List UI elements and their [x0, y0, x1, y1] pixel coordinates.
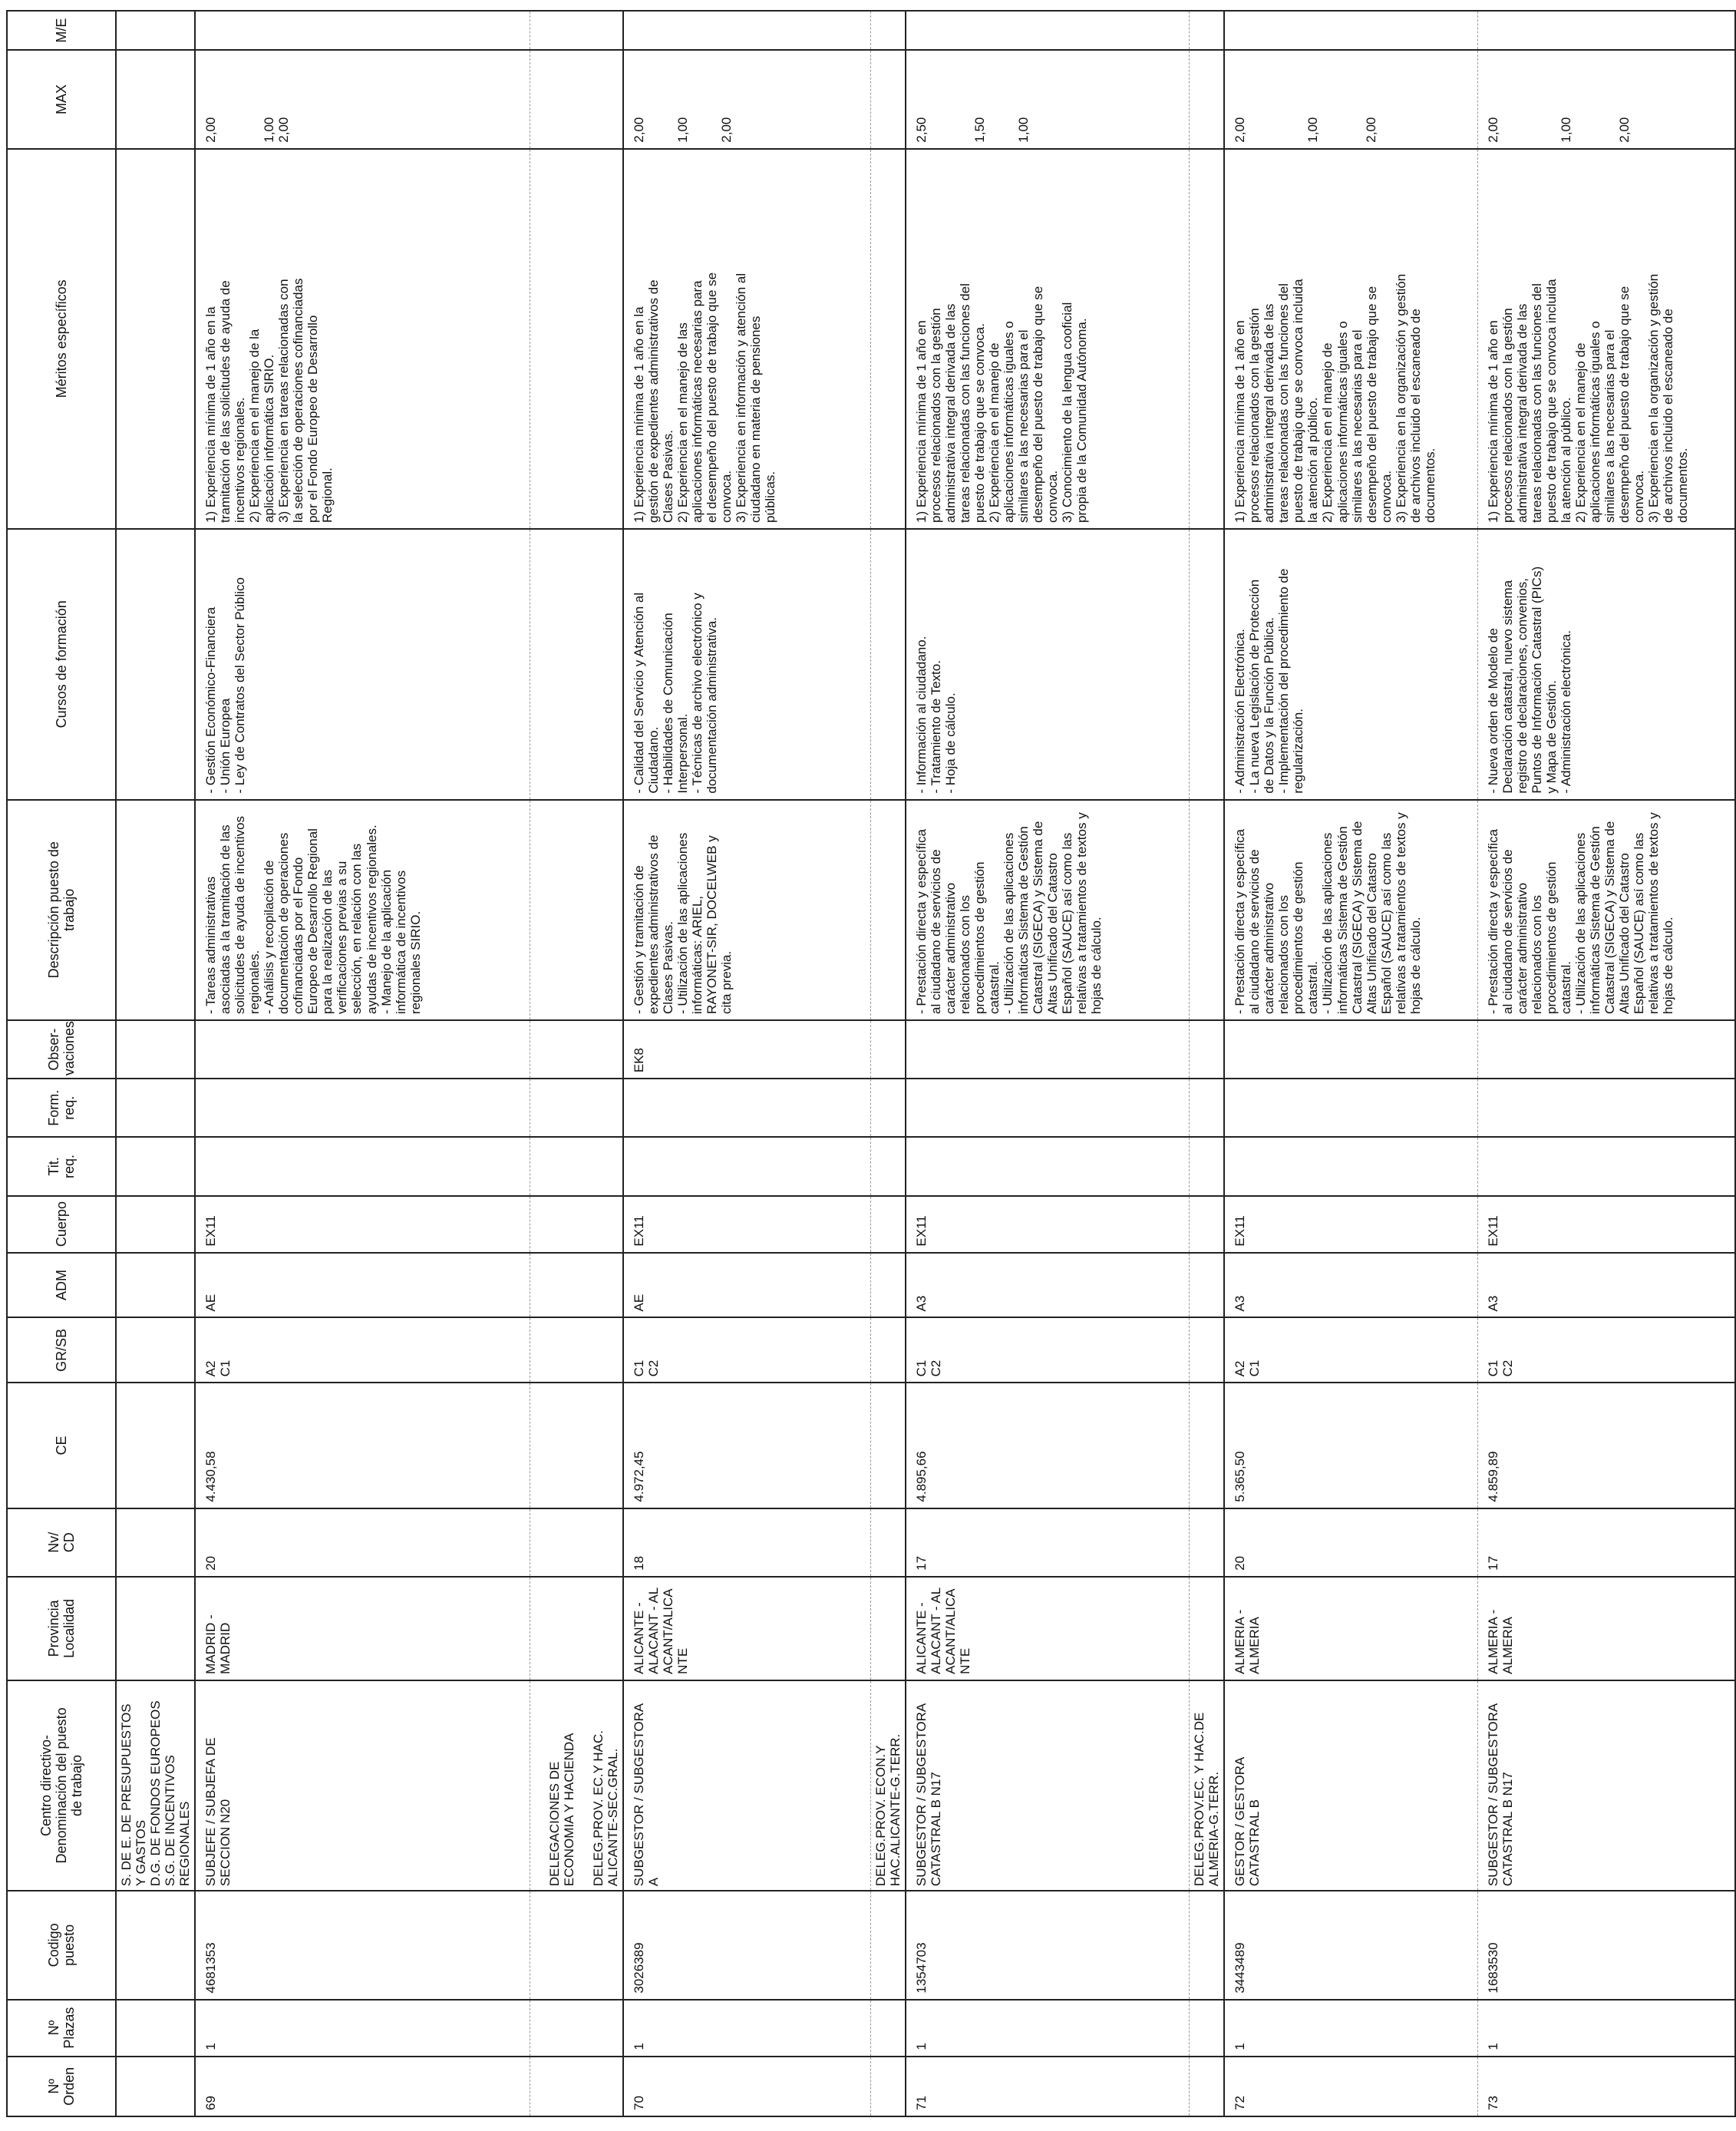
section-cell-max: [530, 50, 623, 148]
section-cell-max: [870, 50, 906, 148]
section-cell-formacion: [116, 1079, 195, 1137]
cell-me: [1477, 11, 1735, 50]
cell-adm: A3: [906, 1253, 1190, 1318]
cell-cursos: - Administración Electrónica. - La nueva Legislación de Protección de Datos y la Función Pública. - Implementación del procedimiento de regularización.: [1224, 529, 1477, 800]
section-cell-codigo: [116, 1891, 195, 2000]
header-meritos: Méritos específicos: [7, 149, 116, 529]
cell-descripcion: - Prestación directa y específica al ciudadano de servicios de carácter administrativo relacionados con los procedimientos de gestión catastral. - Utilización de las aplicaciones informáticas Sistema de Gestión Catastral (SIGECA) y Sistema de Altas Unificado del Catastro Español (SAUCE) así como las relativas a tratamientos de textos y hojas de cálculo.: [906, 800, 1190, 1020]
header-centro: Centro directivo- Denominación del puesto de trabajo: [7, 1680, 116, 1891]
section-cell-observaciones: [116, 1020, 195, 1079]
section-cell-ce: [1190, 1383, 1225, 1508]
section-cell-provincia: [116, 1577, 195, 1680]
section-cell-descripcion: [116, 800, 195, 1020]
section-cell-grupo: [1190, 1317, 1225, 1383]
section-cell-max: [116, 50, 195, 148]
section-cell-grupo: [116, 1317, 195, 1383]
section-cell-adm: [1190, 1253, 1225, 1318]
cell-puesto: SUBGESTOR / SUBGESTORA CATASTRAL B N17: [1477, 1680, 1735, 1891]
cell-cuerpo: EX11: [1224, 1196, 1477, 1253]
header-row: [7, 11, 116, 2116]
cell-titulacion: [195, 1137, 530, 1195]
cell-provincia: ALMERIA - ALMERIA: [1477, 1577, 1735, 1680]
max-value: 2,00: [1233, 117, 1248, 143]
section-centro: DELEG.PROV. ECON.Y HAC.ALICANTE-G.TERR.: [870, 1680, 906, 1891]
section-cell-formacion: [530, 1079, 623, 1137]
section-cell-meritos: [870, 149, 906, 529]
section-cell-descripcion: [1190, 800, 1225, 1020]
section-cell-cuerpo: [1190, 1196, 1225, 1253]
cell-formacion: [906, 1079, 1190, 1137]
cell-observaciones: [195, 1020, 530, 1079]
cell-provincia: ALMERIA - ALMERIA: [1224, 1577, 1477, 1680]
cell-ce: 5.365,50: [1224, 1383, 1477, 1508]
header-formacion: Form. req.: [7, 1079, 116, 1137]
header-cuerpo: Cuerpo: [7, 1196, 116, 1253]
header-descripcion: Descripción puesto de trabajo: [7, 800, 116, 1020]
cell-codigo: 3026389: [623, 1891, 870, 2000]
header-cursos: Cursos de formación: [7, 529, 116, 800]
section-cell-orden: [530, 2057, 623, 2116]
section-row: [530, 11, 623, 2116]
cell-orden: 72: [1224, 2057, 1477, 2116]
cell-cuerpo: EX11: [906, 1196, 1190, 1253]
cell-puesto: GESTOR / GESTORA CATASTRAL B: [1224, 1680, 1477, 1891]
section-cell-cursos: [1190, 529, 1225, 800]
section-cell-provincia: [530, 1577, 623, 1680]
max-value: 1,00: [1558, 117, 1573, 143]
header-plazas: Nº Plazas: [7, 2000, 116, 2057]
table-row: [1224, 11, 1477, 2116]
cell-codigo: 4681353: [195, 1891, 530, 2000]
header-titulacion: Tit. req.: [7, 1137, 116, 1195]
cell-meritos: 1) Experiencia mínima de 1 año en la tramitación de las solicitudes de ayuda de incentivos regionales. 2) Experiencia en el manejo de la aplicación informática SIRIO. 3) Experiencia en tareas relacionadas con la selección de operaciones cofinanciadas por el Fondo Europeo de Desarrollo Regional.: [195, 149, 530, 529]
section-cell-provincia: [1190, 1577, 1225, 1680]
section-cell-me: [1190, 11, 1225, 50]
cell-observaciones: [906, 1020, 1190, 1079]
section-centro: DELEGACIONES DE ECONOMIA Y HACIENDA DELEG.PROV. EC.Y HAC. ALICANTE-SEC.GRAL.: [530, 1680, 623, 1891]
cell-formacion: [1477, 1079, 1735, 1137]
section-row: [116, 11, 195, 2116]
section-cell-max: [1190, 50, 1225, 148]
table-row: [623, 11, 870, 2116]
cell-adm: AE: [195, 1253, 530, 1318]
section-cell-titulacion: [530, 1137, 623, 1195]
section-cell-codigo: [530, 1891, 623, 2000]
max-value: 2,00: [719, 117, 734, 143]
section-cell-plazas: [1190, 2000, 1225, 2057]
section-cell-orden: [1190, 2057, 1225, 2116]
section-cell-me: [530, 11, 623, 50]
cell-titulacion: [906, 1137, 1190, 1195]
cell-formacion: [1224, 1079, 1477, 1137]
cell-provincia: ALICANTE - ALACANT - AL ACANT/ALICA NTE: [623, 1577, 870, 1680]
cell-provincia: ALICANTE - ALACANT - AL ACANT/ALICA NTE: [906, 1577, 1190, 1680]
section-cell-cursos: [870, 529, 906, 800]
max-value: 2,00: [1364, 117, 1379, 143]
max-value: 1,50: [972, 117, 987, 143]
cell-cursos: - Nueva orden de Modelo de Declaración catastral, nuevo sistema registro de declaraciones, convenios, Puntos de Información Catastral (PICs) y Mapa de Gestión. - Administración electrónica.: [1477, 529, 1735, 800]
max-value: 1,00: [262, 117, 277, 143]
cell-ce: 4.972,45: [623, 1383, 870, 1508]
max-value: 1,00: [1305, 117, 1321, 143]
cell-max: [1477, 50, 1735, 148]
section-cell-grupo: [870, 1317, 906, 1383]
cell-puesto: SUBGESTOR / SUBGESTORA A: [623, 1680, 870, 1891]
section-cell-cuerpo: [870, 1196, 906, 1253]
cell-cursos: - Información al ciudadano. - Tratamiento de Texto. - Hoja de cálculo.: [906, 529, 1190, 800]
header-nivel: Nv/ CD: [7, 1508, 116, 1577]
section-row: [1190, 11, 1225, 2116]
section-cell-cursos: [116, 529, 195, 800]
section-cell-formacion: [870, 1079, 906, 1137]
cell-observaciones: [1224, 1020, 1477, 1079]
section-cell-ce: [870, 1383, 906, 1508]
section-cell-grupo: [530, 1317, 623, 1383]
section-cell-observaciones: [1190, 1020, 1225, 1079]
cell-nivel: 20: [195, 1508, 530, 1577]
section-cell-nivel: [870, 1508, 906, 1577]
section-cell-orden: [870, 2057, 906, 2116]
section-cell-descripcion: [530, 800, 623, 1020]
cell-titulacion: [1224, 1137, 1477, 1195]
section-cell-formacion: [1190, 1079, 1225, 1137]
section-cell-adm: [870, 1253, 906, 1318]
header-observaciones: Obser- vaciones: [7, 1020, 116, 1079]
cell-adm: A3: [1224, 1253, 1477, 1318]
cell-formacion: [623, 1079, 870, 1137]
section-row: [870, 11, 906, 2116]
section-cell-adm: [530, 1253, 623, 1318]
max-value: 2,00: [1616, 117, 1632, 143]
header-grupo: GR/SB: [7, 1317, 116, 1383]
section-cell-plazas: [870, 2000, 906, 2057]
cell-max: [1224, 50, 1477, 148]
cell-plazas: 1: [623, 2000, 870, 2057]
table-row: [1477, 11, 1735, 2116]
cell-nivel: 17: [1477, 1508, 1735, 1577]
cell-ce: 4.430,58: [195, 1383, 530, 1508]
cell-descripcion: - Gestión y tramitación de expedientes administrativos de Clases Pasivas. - Utilización de las aplicaciones informáticas: ARIEL, RAYONET-SIR, DOCELWEB y cita previa.: [623, 800, 870, 1020]
table-row: [906, 11, 1190, 2116]
cell-me: [195, 11, 530, 50]
cell-orden: 71: [906, 2057, 1190, 2116]
cell-orden: 73: [1477, 2057, 1735, 2116]
section-cell-me: [870, 11, 906, 50]
cell-max: [906, 50, 1190, 148]
section-cell-ce: [116, 1383, 195, 1508]
cell-adm: AE: [623, 1253, 870, 1318]
cell-grupo: A2 C1: [1224, 1317, 1477, 1383]
cell-plazas: 1: [195, 2000, 530, 2057]
cell-codigo: 3443489: [1224, 1891, 1477, 2000]
cell-meritos: 1) Experiencia mínima de 1 año en procesos relacionados con la gestión administrativa integral derivada de las tareas relacionadas con las funciones del puesto de trabajo que se convoca incluida la atención al público. 2) Experiencia en el manejo de aplicaciones informáticas iguales o similares a las necesarias para el desempeño del puesto de trabajo que se convoca. 3) Experiencia en la organización y gestión de archivos incluido el escaneado de documentos.: [1224, 149, 1477, 529]
cell-cuerpo: EX11: [195, 1196, 530, 1253]
cell-me: [623, 11, 870, 50]
section-cell-codigo: [870, 1891, 906, 2000]
cell-titulacion: [1477, 1137, 1735, 1195]
cell-titulacion: [623, 1137, 870, 1195]
header-adm: ADM: [7, 1253, 116, 1318]
section-cell-meritos: [530, 149, 623, 529]
cell-grupo: C1 C2: [1477, 1317, 1735, 1383]
header-orden: Nº Orden: [7, 2057, 116, 2116]
cell-meritos: 1) Experiencia mínima de 1 año en procesos relacionados con la gestión administrativa integral derivada de las tareas relacionadas con las funciones del puesto de trabajo que se convoca incluida la atención al público. 2) Experiencia en el manejo de aplicaciones informáticas iguales o similares a las necesarias para el desempeño del puesto de trabajo que se convoca. 3) Experiencia en la organización y gestión de archivos incluido el escaneado de documentos.: [1477, 149, 1735, 529]
max-value: 2,00: [632, 117, 647, 143]
cell-plazas: 1: [1224, 2000, 1477, 2057]
section-cell-orden: [116, 2057, 195, 2116]
cell-observaciones: [1477, 1020, 1735, 1079]
max-value: 1,00: [1015, 117, 1031, 143]
cell-descripcion: - Prestación directa y específica al ciudadano de servicios de carácter administrativo relacionados con los procedimientos de gestión catastral. - Utilización de las aplicaciones informáticas Sistema de Gestión Catastral (SIGECA) y Sistema de Altas Unificado del Catastro Español (SAUCE) así como las relativas a tratamientos de textos y hojas de cálculo.: [1477, 800, 1735, 1020]
cell-plazas: 1: [906, 2000, 1190, 2057]
cell-me: [1224, 11, 1477, 50]
section-cell-meritos: [1190, 149, 1225, 529]
header-codigo: Codigo puesto: [7, 1891, 116, 2000]
max-value: 1,00: [675, 117, 691, 143]
cell-meritos: 1) Experiencia mínima de 1 año en la gestión de expedientes administrativos de Clases Pasivas. 2) Experiencia en el manejo de las aplicaciones informáticas necesarias para el desempeño del puesto de trabajo que se convoca. 3) Experiencia en información y atención al ciudadano en materia de pensiones públicas.: [623, 149, 870, 529]
section-cell-nivel: [116, 1508, 195, 1577]
section-cell-plazas: [116, 2000, 195, 2057]
cell-ce: 4.859,89: [1477, 1383, 1735, 1508]
section-cell-cuerpo: [116, 1196, 195, 1253]
job-positions-table: [6, 10, 1736, 2117]
table-row: [195, 11, 530, 2116]
section-cell-observaciones: [870, 1020, 906, 1079]
cell-meritos: 1) Experiencia mínima de 1 año en procesos relacionados con la gestión administrativa integral derivada de las tareas relacionadas con las funciones del puesto de trabajo que se convoca. 2) Experiencia en el manejo de aplicaciones informáticas iguales o similares a las necesarias para el desempeño del puesto de trabajo que se convoca. 3) Conocimiento de la lengua cooficial propia de la Comunidad Autónoma.: [906, 149, 1190, 529]
section-cell-cursos: [530, 529, 623, 800]
cell-orden: 70: [623, 2057, 870, 2116]
cell-plazas: 1: [1477, 2000, 1735, 2057]
cell-grupo: C1 C2: [623, 1317, 870, 1383]
header-provincia: Provincia Localidad: [7, 1577, 116, 1680]
max-value: 2,00: [203, 117, 219, 143]
cell-codigo: 1683530: [1477, 1891, 1735, 2000]
cell-provincia: MADRID - MADRID: [195, 1577, 530, 1680]
cell-nivel: 20: [1224, 1508, 1477, 1577]
cell-grupo: A2 C1: [195, 1317, 530, 1383]
header-ce: CE: [7, 1383, 116, 1508]
cell-cuerpo: EX11: [1477, 1196, 1735, 1253]
section-cell-observaciones: [530, 1020, 623, 1079]
header-max: MAX: [7, 50, 116, 148]
header-me: M/E: [7, 11, 116, 50]
cell-puesto: SUBGESTOR / SUBGESTORA CATASTRAL B N17: [906, 1680, 1190, 1891]
cell-formacion: [195, 1079, 530, 1137]
max-value: 2,00: [1485, 117, 1500, 143]
section-cell-titulacion: [1190, 1137, 1225, 1195]
cell-max: [195, 50, 530, 148]
section-cell-provincia: [870, 1577, 906, 1680]
cell-nivel: 18: [623, 1508, 870, 1577]
cell-me: [906, 11, 1190, 50]
section-cell-nivel: [530, 1508, 623, 1577]
section-cell-codigo: [1190, 1891, 1225, 2000]
cell-orden: 69: [195, 2057, 530, 2116]
cell-descripcion: - Tareas administrativas asociadas a la tramitación de las solicitudes de ayuda de incentivos regionales. - Análisis y recopilación de documentación de operaciones cofinanciadas por el Fondo Europeo de Desarrollo Regional para la realización de las verificaciones previas a su selección, en relación con las ayudas de incentivos regionales. - Manejo de la aplicación informática de incentivos regionales SIRIO.: [195, 800, 530, 1020]
section-cell-meritos: [116, 149, 195, 529]
section-cell-titulacion: [116, 1137, 195, 1195]
section-centro: S. DE E. DE PRESUPUESTOS Y GASTOS D.G. DE FONDOS EUROPEOS S.G. DE INCENTIVOS REGIONALES: [116, 1680, 195, 1891]
cell-max: [623, 50, 870, 148]
section-centro: DELEG.PROV.EC. Y HAC.DE ALMERIA-G.TERR.: [1190, 1680, 1225, 1891]
cell-adm: A3: [1477, 1253, 1735, 1318]
section-cell-cuerpo: [530, 1196, 623, 1253]
cell-observaciones: EK8: [623, 1020, 870, 1079]
cell-grupo: C1 C2: [906, 1317, 1190, 1383]
cell-cursos: - Calidad del Servicio y Atención al Ciudadano. - Habilidades de Comunicación Interpersonal. - Técnicas de archivo electrónico y documentación administrativa.: [623, 529, 870, 800]
cell-cursos: - Gestión Económico-Financiera - Unión Europea - Ley de Contratos del Sector Público: [195, 529, 530, 800]
table-body: [116, 11, 1735, 2116]
cell-codigo: 1354703: [906, 1891, 1190, 2000]
cell-ce: 4.895,66: [906, 1383, 1190, 1508]
cell-descripcion: - Prestación directa y específica al ciudadano de servicios de carácter administrativo relacionados con los procedimientos de gestión catastral. - Utilización de las aplicaciones informáticas Sistema de Gestión Catastral (SIGECA) y Sistema de Altas Unificado del Catastro Español (SAUCE) así como las relativas a tratamientos de textos y hojas de cálculo.: [1224, 800, 1477, 1020]
section-cell-plazas: [530, 2000, 623, 2057]
cell-puesto: SUBJEFE / SUBJEFA DE SECCION N20: [195, 1680, 530, 1891]
max-value: 2,50: [913, 117, 929, 143]
section-cell-descripcion: [870, 800, 906, 1020]
section-cell-titulacion: [870, 1137, 906, 1195]
section-cell-ce: [530, 1383, 623, 1508]
cell-cuerpo: EX11: [623, 1196, 870, 1253]
section-cell-adm: [116, 1253, 195, 1318]
section-cell-nivel: [1190, 1508, 1225, 1577]
cell-nivel: 17: [906, 1508, 1190, 1577]
section-cell-me: [116, 11, 195, 50]
max-value: 2,00: [276, 117, 292, 143]
